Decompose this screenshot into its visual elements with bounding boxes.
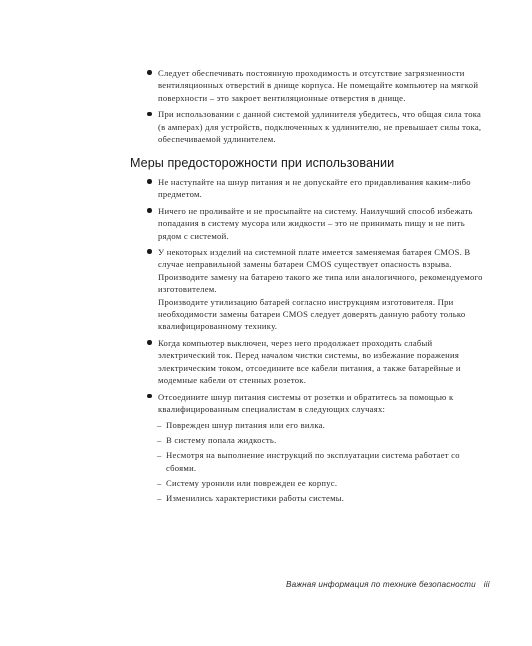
bullet-text: При использовании с данной системой удлинителя убедитесь, что общая сила тока (в амперах) для устройств, подключенных к удлинителю, не превышает силы тока, обеспечиваемой удлинителем. <box>158 109 482 145</box>
page-number: iii <box>483 580 490 589</box>
bullet-text: Когда компьютер выключен, через него продолжает проходить слабый электрический ток. Перед началом чистки системы, во избежание поражения электрическим током, отсоедините все кабели питания, а также батарейные и модемные кабели от стенных розеток. <box>158 337 461 386</box>
page-footer <box>286 580 490 589</box>
footer-title: Важная информация по технике безопасности <box>286 580 476 589</box>
bullet-item <box>140 391 485 505</box>
section-bullet-block <box>140 176 485 508</box>
bullet-text: Следует обеспечивать постоянную проходимость и отсутствие загрязненности вентиляционных отверстий в днище корпуса. Не помещайте компьютер на мягкой поверхности – это закроет вентиляционные отверстия в днище. <box>158 68 479 103</box>
section-bullet-list <box>140 176 485 504</box>
section-heading: Меры предосторожности при использовании <box>130 156 395 170</box>
bullet-text: Отсоедините шнур питания системы от розетки и обратитесь за помощью к квалифицированным специалистам в следующих случаях: <box>158 391 454 414</box>
bullet-text: Ничего не проливайте и не просыпайте на систему. Наилучший способ избежать попадания в систему мусора или жидкости – это не принимать пищу и не пить рядом с системой. <box>158 205 473 241</box>
dash-item: – Изменились характеристики работы системы. <box>158 492 485 504</box>
bullet-text: У некоторых изделий на системной плате имеется заменяемая батарея CMOS. В случае неправильной замены батареи CMOS существует опасность взрыва. Производите замену на батарею такого же типа или аналогичного, рекомендуемого изготовителем. <box>158 247 483 295</box>
bullet-item <box>140 205 485 242</box>
bullet-item <box>140 67 485 104</box>
top-bullet-list <box>140 67 485 145</box>
bullet-item <box>140 246 485 333</box>
dash-item: – Несмотря на выполнение инструкций по эксплуатации система работает со сбоями. <box>158 449 485 474</box>
dash-item: – Систему уронили или поврежден ее корпус. <box>158 477 485 489</box>
dash-sublist <box>158 419 485 504</box>
bullet-text-continuation: Производите утилизацию батарей согласно инструкциям изготовителя. При необходимости замены батареи CMOS следует доверять данную работу только квалифицированному технику. <box>158 296 466 332</box>
bullet-item <box>140 176 485 201</box>
top-bullet-block <box>140 67 485 149</box>
dash-item: – В систему попала жидкость. <box>158 434 485 446</box>
bullet-text: Не наступайте на шнур питания и не допускайте его придавливания каким-либо предметом. <box>158 177 471 200</box>
dash-item: – Поврежден шнур питания или его вилка. <box>158 419 485 431</box>
bullet-item <box>140 337 485 387</box>
bullet-item <box>140 108 485 145</box>
